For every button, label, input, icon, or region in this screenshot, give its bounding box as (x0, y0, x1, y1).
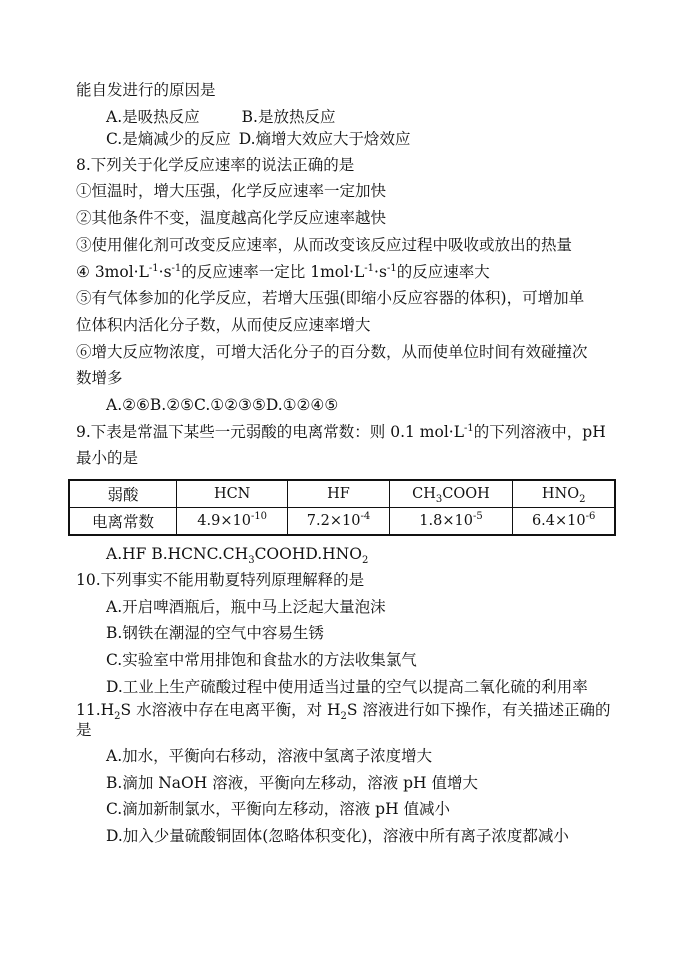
q11-stem-line2: 是 (76, 721, 92, 739)
constant-hf: $7.2\times 10^{-4}$ (288, 508, 389, 536)
q8-statement-2: ②其他条件不变，温度越高化学反应速率越快 (76, 209, 387, 227)
q10-option-b: B.钢铁在潮湿的空气中容易生锈 (106, 624, 324, 642)
q7-options-row1 (106, 106, 335, 128)
acid-hf (288, 480, 389, 508)
q9-stem-line2: 最小的是 (76, 449, 139, 467)
q10-option-d: D.工业上生产硫酸过程中使用适当过量的空气以提高二氧化硫的利用率 (106, 678, 588, 696)
q8-statement-1: ①恒温时，增大压强，化学反应速率一定加快 (76, 182, 387, 200)
q7-option-d: D.熵增大效应大于焓效应 (238, 130, 411, 148)
table-row (69, 480, 615, 508)
q8-statement-6-line2: 数增多 (76, 369, 123, 387)
acid-hno2: $HNO_2$ (513, 480, 615, 508)
q10-option-a: A.开启啤酒瓶后，瓶中马上泛起大量泡沫 (106, 598, 386, 616)
row-label-constant: 电离常数 (69, 508, 177, 536)
q8-stem: 8.下列关于化学反应速率的说法正确的是 (76, 156, 355, 174)
q8-statement-3: ③使用催化剂可改变反应速率，从而改变该反应过程中吸收或放出的热量 (76, 236, 573, 254)
q9-options: A.HF $B.HCNC.CH_3COOHD.HNO_2$ (106, 545, 369, 567)
q10-option-c: C.实验室中常用排饱和食盐水的方法收集氯气 (106, 651, 417, 669)
q7-options-row2 (106, 128, 411, 150)
table-row (69, 508, 615, 536)
acid-ch3cooh: $CH_3COOH$ (389, 480, 513, 508)
constant-ch3cooh: $1.8\times 10^{-5}$ (389, 508, 513, 536)
q8-statement-5-line1: ⑤有气体参加的化学反应，若增大压强(即缩小反应容器的体积)，可增加单 (76, 289, 585, 307)
constant-hcn: $4.9\times 10^{-10}$ (177, 508, 288, 536)
q9-stem-part1: 9.下表是常温下某些一元弱酸的电离常数：则 0.1 mol·L (76, 423, 465, 441)
q10-stem: 10.下列事实不能用勒夏特列原理解释的是 (76, 571, 365, 589)
q8-s4-suffix: 的反应速率大 (396, 263, 490, 281)
q8-options: A.②⑥B.②⑤C.①②③⑤D.①②④⑤ (106, 396, 339, 414)
q8-s4-prefix: ④ 3mol·L (76, 263, 149, 281)
q11-option-c: C.滴加新制氯水，平衡向左移动，溶液 pH 值减小 (106, 800, 451, 818)
q11-option-b: B.滴加 NaOH 溶液，平衡向左移动，溶液 pH 值增大 (106, 774, 478, 792)
acid-hcn (177, 480, 288, 508)
q8-statement-6-line1: ⑥增大反应物浓度，可增大活化分子的百分数，从而使单位时间有效碰撞次 (76, 343, 588, 361)
constant-hno2: $6.4\times 10^{-6}$ (513, 508, 615, 536)
row-label-acid: 弱酸 (69, 480, 177, 508)
q8-statement-4: ④ $3mol\cdot L^{-1}\cdot s^{-1}$的反应速率一定比 $1mol\cdot L^{-1}\cdot s^{-1}$的反应速率大 (76, 262, 490, 281)
q7-option-b: B.是放热反应 (241, 108, 336, 126)
q7-stem-tail: 能自发进行的原因是 (76, 81, 216, 99)
q11-option-a: A.加水，平衡向右移动，溶液中氢离子浓度增大 (106, 747, 433, 765)
q11-option-d: D.加入少量硫酸铜固体(忽略体积变化)，溶液中所有离子浓度都减小 (106, 827, 569, 845)
acid-hcn-text: HCN (213, 486, 251, 502)
q9-stem-line1: 9.下表是常温下某些一元弱酸的电离常数：则 0.1 $mol\cdot L^{-1}$的下列溶液中，pH (76, 422, 606, 441)
q7-option-c: C.是熵减少的反应 (106, 130, 231, 148)
ionization-constant-table (68, 479, 616, 536)
acid-hf-text: HF (327, 486, 350, 502)
q7-option-a: A.是吸热反应 (106, 108, 200, 126)
q9-stem-part2: 的下列溶液中，pH (473, 423, 606, 441)
q8-statement-5-line2: 位体积内活化分子数，从而使反应速率增大 (76, 316, 371, 334)
q8-s4-mid: 的反应速率一定比 1mol·L (181, 263, 365, 281)
q11-stem-line1: $11.H_2S$ 水溶液中存在电离平衡，对 $H_2S$ 溶液进行如下操作，有关描述正确的 (76, 701, 611, 723)
